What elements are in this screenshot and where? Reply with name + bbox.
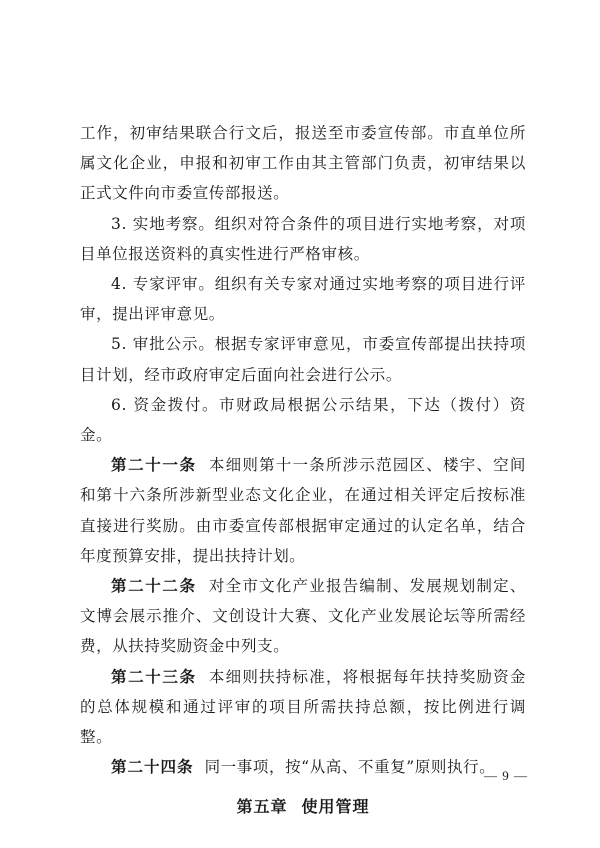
chapter-title: 使用管理 [301, 797, 370, 817]
article-number: 第二十四条 [111, 758, 194, 777]
article-text: 本细则扶持标准，将根据每年扶持奖励资金的总体规模和通过评审的项目所需扶持总额，按比例进行调整。 [80, 667, 526, 747]
paragraph-item-6: 6. 资金拨付。市财政局根据公示结果，下达（拨付）资金。 [80, 395, 526, 445]
paragraph-continuation: 工作，初审结果联合行文后，报送至市委宣传部。市直单位所属文化企业，申报和初审工作由其主管部门负责，初审结果以正式文件向市委宣传部报送。 [80, 124, 526, 203]
article-21 [80, 450, 526, 571]
paragraph-item-4: 4. 专家评审。组织有关专家对通过实地考察的项目进行评审，提出评审意见。 [80, 275, 526, 324]
page-number: — 9 — [484, 768, 528, 783]
article-number: 第二十三条 [111, 667, 197, 686]
chapter-number: 第五章 [236, 797, 288, 817]
body-text [80, 118, 526, 822]
article-22 [80, 571, 526, 662]
article-23 [80, 662, 526, 753]
chapter-heading [80, 792, 526, 822]
article-text: 同一事项，按“从高、不重复”原则执行。 [204, 758, 496, 777]
article-text: 本细则第十一条所涉示范园区、楼宇、空间和第十六条所涉新型业态文化企业，在通过相关评定后按标准直接进行奖励。由市委宣传部根据审定通过的认定名单，结合年度预算安排，提出扶持计划。 [80, 456, 526, 565]
article-number: 第二十一条 [111, 456, 197, 475]
paragraph-item-3: 3. 实地考察。组织对符合条件的项目进行实地考察，对项目单位报送资料的真实性进行严格审核。 [80, 214, 526, 263]
article-number: 第二十二条 [111, 577, 197, 596]
paragraph-item-5: 5. 审批公示。根据专家评审意见，市委宣传部提出扶持项目计划，经市政府审定后面向社会进行公示。 [80, 335, 526, 384]
article-24 [80, 752, 526, 782]
article-text: 对全市文化产业报告编制、发展规划制定、文博会展示推介、文创设计大赛、文化产业发展论坛等所需经费，从扶持奖励资金中列支。 [80, 577, 526, 656]
